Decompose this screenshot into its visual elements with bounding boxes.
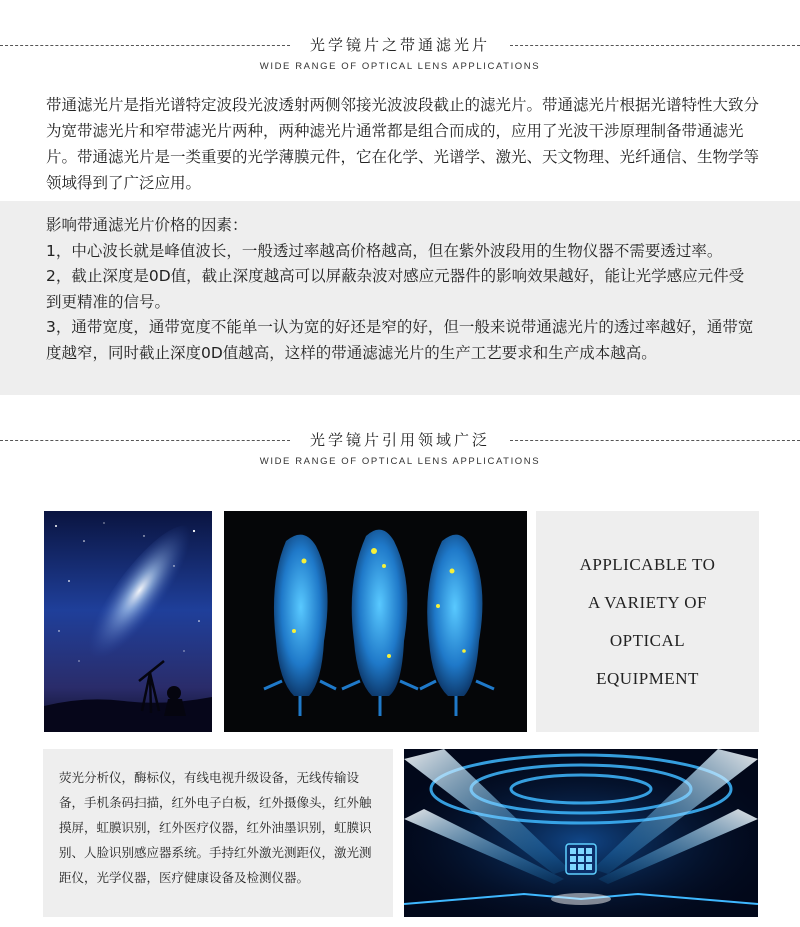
applicable-caption-box: [536, 511, 759, 732]
factors-heading: 影响带通滤光片价格的因素：: [46, 216, 248, 234]
price-factors-panel: [0, 201, 800, 395]
section-title: 光学镜片之带通滤光片: [304, 36, 496, 54]
section-subtitle: WIDE RANGE OF OPTICAL LENS APPLICATIONS: [259, 61, 541, 72]
stage-light-beams-image: [404, 749, 758, 917]
fluorescent-mice-image: [224, 511, 527, 732]
factor-item: 1，中心波长就是峰值波长，一般透过率越高价格越高，但在紫外波段用的生物仪器不需要透过率。: [46, 241, 723, 260]
applications-list-text: 荧光分析仪，酶标仪，有线电视升级设备，无线传输设备，手机条码扫描，红外电子白板，红外摄像头，红外触摸屏，虹膜识别，红外医疗仪器，红外油墨识别，虹膜识别、人脸识别感应器系统。手持红外激光测距仪，激光测距仪，光学仪器，医疗健康设备及检测仪器。: [59, 770, 372, 885]
factor-item: 3，通带宽度，通带宽度不能单一认为宽的好还是窄的好，但一般来说带通滤光片的透过率越好，通带宽度越窄，同时截止深度0D值越高，这样的带通滤滤光片的生产工艺要求和生产成本越高。: [46, 318, 754, 362]
section-title: 光学镜片引用领域广泛: [304, 431, 496, 449]
intro-paragraph: 带通滤光片是指光谱特定波段光波透射两侧邻接光波波段截止的滤光片。带通滤光片根据光谱特性大致分为宽带滤光片和窄带滤光片两种，两种滤光片通常都是组合而成的，应用了光波干涉原理制备带通滤光片。带通滤光片是一类重要的光学薄膜元件，它在化学、光谱学、激光、天文物理、光纤通信、生物学等领域得到了广泛应用。: [46, 96, 760, 192]
section-subtitle: WIDE RANGE OF OPTICAL LENS APPLICATIONS: [259, 456, 541, 467]
caption-line: OPTICAL: [609, 630, 686, 650]
applications-panel: [43, 749, 393, 917]
caption-line: APPLICABLE TO: [579, 554, 716, 574]
section-header-applications: [0, 430, 800, 470]
caption-line: EQUIPMENT: [596, 668, 699, 688]
section-header-filters: [0, 35, 800, 75]
caption-line: A VARIETY OF: [587, 592, 708, 612]
telescope-night-sky-image: [44, 511, 212, 732]
factor-item: 2，截止深度是0D值，截止深度越高可以屏蔽杂波对感应元器件的影响效果越好，能让光学感应元件受到更精准的信号。: [46, 267, 745, 311]
